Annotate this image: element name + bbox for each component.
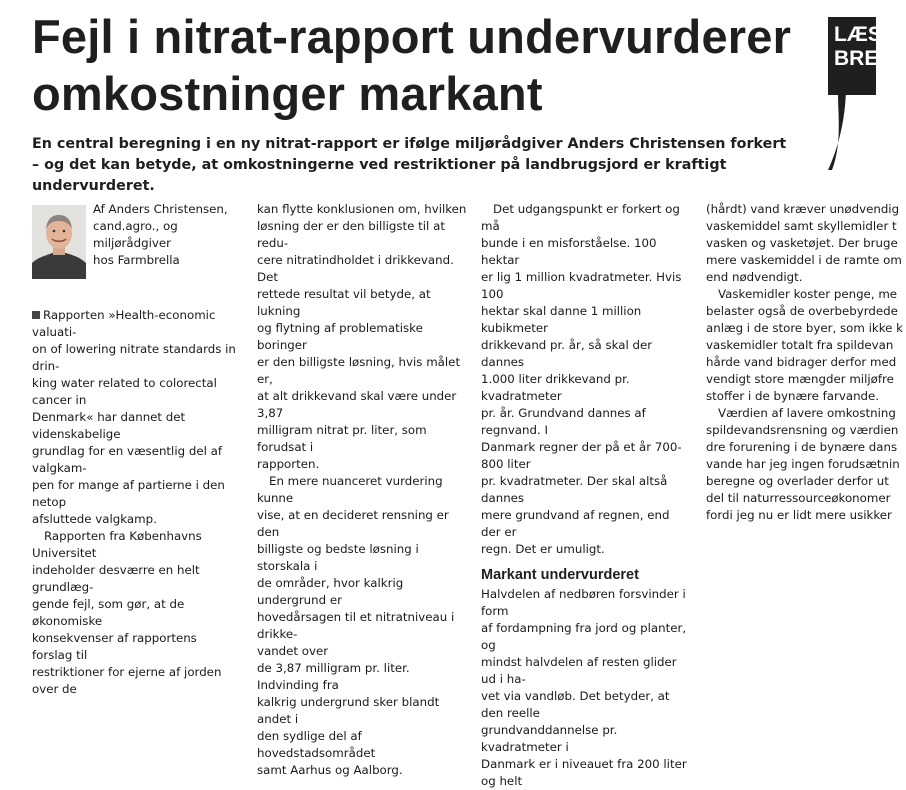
text-line: Danmark regner der på et år 700-800 liter	[481, 440, 682, 471]
text-line: cere nitratindholdet i drikkevand. Det	[257, 253, 454, 284]
text-line: er lig 1 million kvadratmeter. Hvis 100	[481, 270, 682, 301]
text-line: hårde vand bidrager derfor med	[706, 355, 897, 369]
byline-line: Af Anders Christensen,	[93, 202, 228, 216]
text-line: vaskemiddel samt skyllemidler t	[706, 219, 897, 233]
text-line: mere vaskemiddel i de ramte om	[706, 253, 902, 267]
article-headline	[32, 8, 812, 122]
text-line	[32, 307, 240, 341]
text-line: billigste og bedste løsning i storskala i	[257, 542, 419, 573]
section-marker-icon	[32, 311, 40, 319]
text-line: vise, at en decideret rensning er den	[257, 508, 449, 539]
text-line: samt Aarhus og Aalborg.	[257, 763, 403, 777]
text-line: regn. Det er umuligt.	[481, 542, 605, 556]
text-line: En mere nuanceret vurdering kunne	[257, 474, 443, 505]
text-line: stoffer i de bynære farvande.	[706, 389, 880, 403]
text-line: de 3,87 milligram pr. liter. Indvinding fra	[257, 661, 410, 692]
text-line: Vaskemidler koster penge, me	[718, 287, 898, 301]
text-line: dre forurening i de bynære dans	[706, 440, 898, 454]
text-line: 1.000 liter drikkevand pr. kvadratmeter	[481, 372, 630, 403]
text-line: bunde i en misforståelse. 100 hektar	[481, 236, 657, 267]
article-column-2	[257, 201, 467, 779]
badge-line-1: LÆS	[834, 23, 882, 46]
text-line: anlæg i de store byer, som ikke k	[706, 321, 903, 335]
headline-line-2: omkostninger markant	[32, 67, 543, 120]
text-line: milligram nitrat pr. liter, som forudsat i	[257, 423, 427, 454]
article-lead	[32, 134, 822, 197]
text-line: (hårdt) vand kræver unødvendig	[706, 202, 900, 216]
text-line: hektar skal danne 1 million kubikmeter	[481, 304, 642, 335]
byline	[93, 201, 253, 269]
text-line: vaskemidler totalt fra spildevan	[706, 338, 894, 352]
text-line: gende fejl, som gør, at de økonomiske	[32, 597, 185, 628]
text-line: pr. år. Grundvand dannes af regnvand. I	[481, 406, 646, 437]
text-line-content: Rapporten »Health-economic valuati-	[32, 308, 216, 339]
text-line: Rapporten fra Københavns Universitet	[32, 529, 202, 560]
text-line: on of lowering nitrate standards in drin-	[32, 342, 236, 373]
headline-line-1: Fejl i nitrat-rapport undervurderer	[32, 10, 792, 63]
byline-line: hos Farmbrella	[93, 253, 180, 267]
text-line: indeholder desværre en helt grundlæg-	[32, 563, 200, 594]
text-line: Halvdelen af nedbøren forsvinder i form	[481, 587, 686, 618]
text-line: den sydlige del af hovedstadsområdet	[257, 729, 376, 760]
text-line: Det udgangspunkt er forkert og må	[481, 202, 680, 233]
text-line: grundlag for en væsentlig del af valgkam-	[32, 444, 223, 475]
quote-mark-icon	[826, 74, 846, 170]
text-line: rettede resultat vil betyde, at lukning	[257, 287, 431, 318]
text-line: restriktioner for ejerne af jorden over de	[32, 665, 222, 696]
text-line: Denmark« har dannet det videnskabelige	[32, 410, 186, 441]
text-line: løsning der er den billigste til at redu-	[257, 219, 445, 250]
text-line: king water related to colorectal cancer in	[32, 376, 217, 407]
text-line: vande har jeg ingen forudsætnin	[706, 457, 900, 471]
text-line: del til naturressourceøkonomer	[706, 491, 891, 505]
badge-line-2: BRE	[834, 47, 879, 70]
text-line: vandet over	[257, 644, 329, 658]
text-line: konsekvenser af rapportens forslag til	[32, 631, 197, 662]
text-line: vasken og vasketøjet. Der bruge	[706, 236, 898, 250]
text-line: pen for mange af partierne i den netop	[32, 478, 225, 509]
text-line: end nødvendigt.	[706, 270, 803, 284]
article-column-3	[481, 201, 691, 790]
text-line: afsluttede valgkamp.	[32, 512, 157, 526]
text-line: Værdien af lavere omkostning	[718, 406, 896, 420]
article-column-1	[32, 307, 240, 698]
text-line: mindst halvdelen af resten glider ud i ha-	[481, 655, 677, 686]
text-line: at alt drikkevand skal være under 3,87	[257, 389, 457, 420]
text-line: Danmark er i niveauet fra 200 liter og helt	[481, 757, 687, 788]
text-line: spildevandsrensning og værdien	[706, 423, 899, 437]
text-line: kan flytte konklusionen om, hvilken	[257, 202, 467, 216]
text-line: vet via vandløb. Det betyder, at den reelle	[481, 689, 670, 720]
text-line: kalkrig undergrund sker blandt andet i	[257, 695, 440, 726]
text-line: af fordampning fra jord og planter, og	[481, 621, 687, 652]
lead-line-1: En central beregning i en ny nitrat-rapport er ifølge miljørådgiver Anders Christensen forkert	[32, 136, 787, 152]
lead-line-2: – og det kan betyde, at omkostningerne ved restriktioner på landbrugsjord er kraftigt undervurderet.	[32, 157, 727, 194]
article-column-4	[706, 201, 906, 524]
author-photo	[32, 205, 86, 279]
text-line: er den billigste løsning, hvis målet er,	[257, 355, 461, 386]
text-line: de områder, hvor kalkrig undergrund er	[257, 576, 404, 607]
text-line: hovedårsagen til et nitratniveau i drikke-	[257, 610, 455, 641]
section-subheading: Markant undervurderet	[481, 567, 639, 583]
text-line: grundvanddannelse pr. kvadratmeter i	[481, 723, 618, 754]
byline-line: cand.agro., og miljørådgiver	[93, 219, 178, 250]
text-line: beregne og overlader derfor ut	[706, 474, 889, 488]
text-line: fordi jeg nu er lidt mere usikker	[706, 508, 892, 522]
author-portrait-icon	[32, 205, 86, 279]
text-line: vendigt store mængder miljøfre	[706, 372, 894, 386]
text-line: og flytning af problematiske boringer	[257, 321, 423, 352]
text-line: rapporten.	[257, 457, 320, 471]
text-line: drikkevand pr. år, så skal der dannes	[481, 338, 653, 369]
text-line: belaster også de overbebyrdede	[706, 304, 898, 318]
text-line: mere grundvand af regnen, end der er	[481, 508, 670, 539]
text-line: pr. kvadratmeter. Der skal altså dannes	[481, 474, 668, 505]
